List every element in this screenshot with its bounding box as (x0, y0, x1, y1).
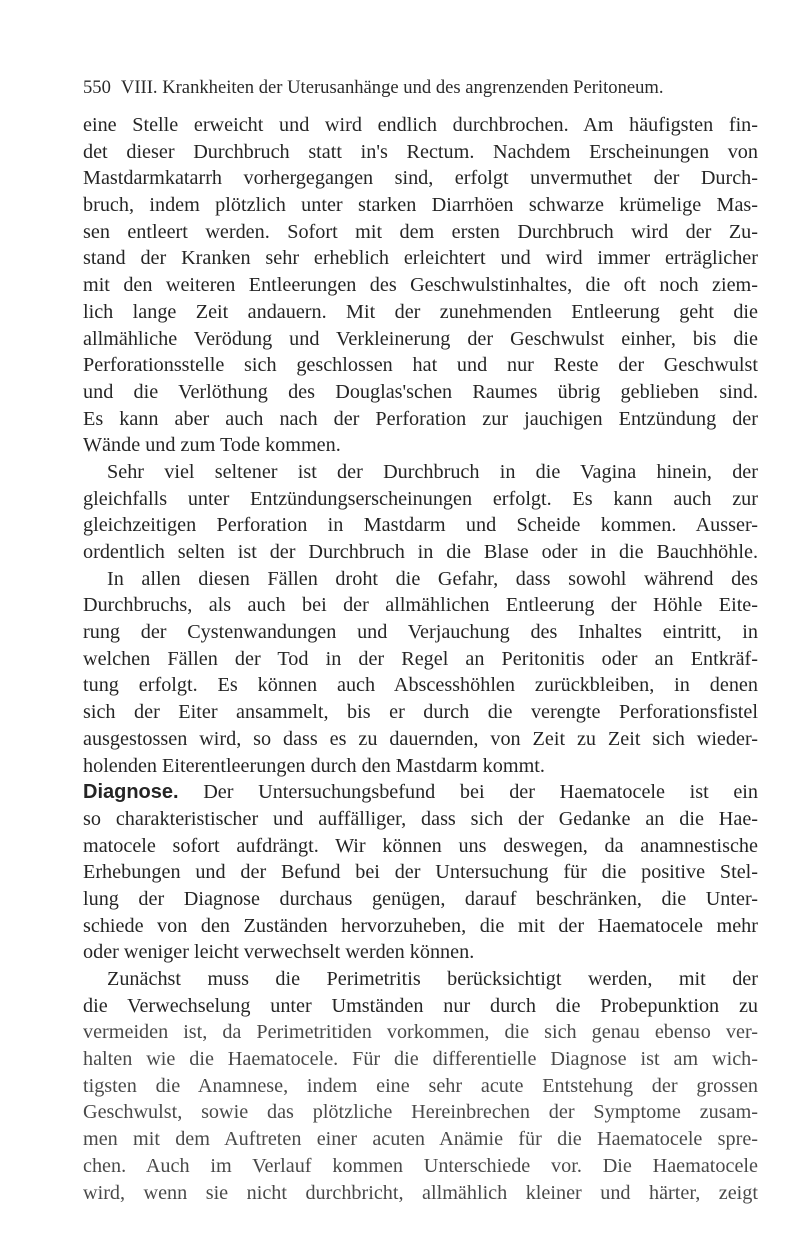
text-line (83, 886, 758, 913)
line-text: die Verwechselung unter Umständen nur durch die Probepunktion zu (83, 994, 758, 1017)
text-line (83, 619, 758, 646)
line-text: halten wie die Haematocele. Für die differentielle Diagnose ist am wich- (83, 1048, 758, 1071)
line-text: Sehr viel seltener ist der Durchbruch in die Vagina hinein, der (107, 460, 758, 483)
text-line (83, 432, 758, 459)
chapter-title: VIII. Krankheiten der Uterusanhänge und des angrenzenden Peritoneum. (120, 77, 664, 98)
line-text: schiede von den Zuständen hervorzuheben, die mit der Haematocele mehr (83, 914, 758, 937)
text-line (83, 512, 758, 539)
text-line (83, 753, 758, 780)
line-text: gleichzeitigen Perforation in Mastdarm und Scheide kommen. Ausser- (83, 514, 758, 537)
line-text: matocele sofort aufdrängt. Wir können uns deswegen, da anamnestische (83, 834, 758, 857)
line-text: det dieser Durchbruch statt in's Rectum. Nachdem Erscheinungen von (83, 140, 758, 163)
text-line (83, 646, 758, 673)
text-line (83, 1126, 758, 1153)
text-line (83, 272, 758, 299)
text-line (83, 833, 758, 860)
line-text: eine Stelle erweicht und wird endlich durchbrochen. Am häufigsten fin- (83, 114, 758, 136)
text-line (83, 192, 758, 219)
text-line (83, 165, 758, 192)
text-line (83, 699, 758, 726)
text-line (83, 859, 758, 886)
running-head (83, 77, 758, 99)
text-line (83, 913, 758, 940)
line-text: oder weniger leicht verwechselt werden können. (83, 941, 475, 964)
text-line (83, 1153, 758, 1180)
text-line (83, 939, 758, 966)
line-text: vermeiden ist, da Perimetritiden vorkommen, die sich genau ebenso ver- (83, 1021, 758, 1044)
line-text: lung der Diagnose durchaus genügen, darauf beschränken, die Unter- (83, 887, 758, 910)
line-text: Erhebungen und der Befund bei der Untersuchung für die positive Stel- (83, 861, 758, 884)
text-line (83, 672, 758, 699)
line-text: tigsten die Anamnese, indem eine sehr acute Entstehung der grossen (83, 1074, 758, 1097)
line-text: und die Verlöthung des Douglas'schen Raumes übrig geblieben sind. (83, 380, 758, 403)
line-text: In allen diesen Fällen droht die Gefahr, dass sowohl während des (107, 567, 758, 590)
text-line (83, 352, 758, 379)
line-text: Mastdarmkatarrh vorhergegangen sind, erfolgt unvermuthet der Durch- (83, 167, 758, 190)
line-text: sich der Eiter ansammelt, bis er durch die verengte Perforationsfistel (83, 701, 758, 724)
text-line (83, 1046, 758, 1073)
line-text: sen entleert werden. Sofort mit dem ersten Durchbruch wird der Zu- (83, 220, 758, 243)
text-line (83, 139, 758, 166)
line-text: rung der Cystenwandungen und Verjauchung des Inhaltes eintritt, in (83, 621, 758, 644)
line-text: Der Untersuchungsbefund bei der Haematocele ist ein (178, 781, 758, 804)
text-line (83, 539, 758, 566)
line-text: so charakteristischer und auffälliger, dass sich der Gedanke an die Hae- (83, 807, 758, 830)
text-line (83, 726, 758, 753)
line-text: ordentlich selten ist der Durchbruch in die Blase oder in die Bauchhöhle. (83, 541, 758, 563)
text-line (83, 459, 758, 486)
text-line (83, 1019, 758, 1046)
line-text: bruch, indem plötzlich unter starken Diarrhöen schwarze krümelige Mas- (83, 194, 758, 217)
line-text: ausgestossen wird, so dass es zu dauernden, von Zeit zu Zeit sich wieder- (83, 727, 758, 750)
line-text: welchen Fällen der Tod in der Regel an Peritonitis oder an Entkräf- (83, 647, 758, 670)
text-line (83, 1180, 758, 1207)
line-text: Zunächst muss die Perimetritis berücksichtigt werden, mit der (107, 968, 758, 990)
text-line (83, 806, 758, 833)
text-line (83, 592, 758, 619)
line-text: chen. Auch im Verlauf kommen Unterschiede vor. Die Haematocele (83, 1154, 758, 1177)
line-text: Geschwulst, sowie das plötzliche Hereinbrechen der Symptome zusam- (83, 1101, 758, 1124)
text-line (83, 112, 758, 139)
line-text: Durchbruchs, als auch bei der allmählichen Entleerung der Höhle Eite- (83, 594, 758, 617)
text-line (83, 1099, 758, 1126)
page-number: 550 (83, 77, 111, 98)
text-line (83, 779, 758, 806)
line-text: tung erfolgt. Es können auch Abscesshöhlen zurückbleiben, in denen (83, 674, 758, 697)
text-line (83, 1073, 758, 1100)
text-line (83, 993, 758, 1020)
text-line (83, 566, 758, 593)
line-text: Es kann aber auch nach der Perforation zur jauchigen Entzündung der (83, 407, 758, 430)
section-heading: Diagnose. (83, 781, 179, 804)
text-line (83, 219, 758, 246)
line-text: mit den weiteren Entleerungen des Geschwulstinhaltes, die oft noch ziem- (83, 274, 758, 297)
line-text: gleichfalls unter Entzündungserscheinungen erfolgt. Es kann auch zur (83, 487, 758, 510)
text-line (83, 379, 758, 406)
line-text: allmähliche Verödung und Verkleinerung der Geschwulst einher, bis die (83, 327, 758, 350)
text-line (83, 326, 758, 353)
text-line (83, 299, 758, 326)
text-line (83, 406, 758, 433)
line-text: holenden Eiterentleerungen durch den Mastdarm kommt. (83, 754, 545, 777)
text-line (83, 966, 758, 993)
body-text (83, 112, 758, 1206)
text-line (83, 486, 758, 513)
line-text: Wände und zum Tode kommen. (83, 434, 341, 457)
line-text: Perforationsstelle sich geschlossen hat und nur Reste der Geschwulst (83, 354, 758, 377)
line-text: stand der Kranken sehr erheblich erleichtert und wird immer erträglicher (83, 247, 758, 270)
line-text: men mit dem Auftreten einer acuten Anämie für die Haematocele spre- (83, 1128, 758, 1151)
line-text: lich lange Zeit andauern. Mit der zunehmenden Entleerung geht die (83, 300, 758, 323)
line-text: wird, wenn sie nicht durchbricht, allmählich kleiner und härter, zeigt (83, 1181, 758, 1204)
text-line (83, 245, 758, 272)
